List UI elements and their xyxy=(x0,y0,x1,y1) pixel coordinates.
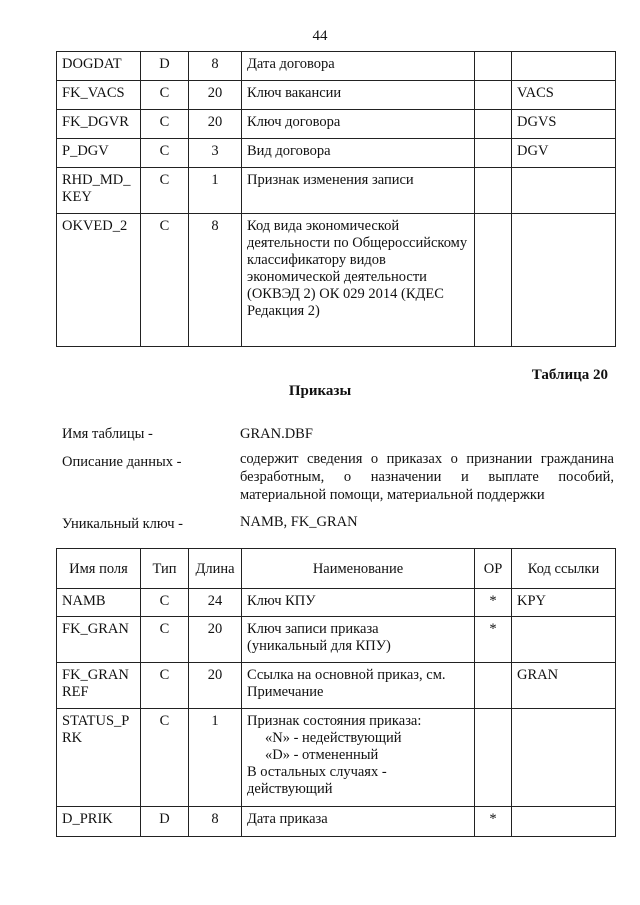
field-name: DOGDAT xyxy=(57,52,141,81)
field-type: D xyxy=(141,807,189,837)
field-ref: VACS xyxy=(512,81,616,110)
header-field: Имя поля xyxy=(57,549,141,589)
field-description: Дата приказа xyxy=(242,807,475,837)
table-row xyxy=(57,52,616,81)
field-type: C xyxy=(141,214,189,347)
table-row xyxy=(57,110,616,139)
field-description: Вид договора xyxy=(242,139,475,168)
table-row xyxy=(57,807,616,837)
field-op xyxy=(475,139,512,168)
field-name: FK_VACS xyxy=(57,81,141,110)
field-ref: DGVS xyxy=(512,110,616,139)
table-row xyxy=(57,139,616,168)
table-row xyxy=(57,214,616,347)
field-type: C xyxy=(141,617,189,663)
field-ref xyxy=(512,807,616,837)
field-type: C xyxy=(141,110,189,139)
field-ref: DGV xyxy=(512,139,616,168)
field-name: RHD_MD_ KEY xyxy=(57,168,141,214)
field-description: Ключ вакансии xyxy=(242,81,475,110)
field-length: 24 xyxy=(189,589,242,617)
field-description: Ключ КПУ xyxy=(242,589,475,617)
description-value: содержит сведения о приказах о признании гражданина безработным, о назначении и выплате пособий, материальной помощи, материальной поддержки xyxy=(240,451,614,503)
field-description xyxy=(242,709,475,807)
field-ref xyxy=(512,617,616,663)
page-number: 44 xyxy=(312,28,328,44)
table-number: Таблица 20 xyxy=(531,367,608,383)
field-name: NAMB xyxy=(57,589,141,617)
field-length: 8 xyxy=(189,214,242,347)
field-name: FK_DGVR xyxy=(57,110,141,139)
field-length: 8 xyxy=(189,807,242,837)
field-ref: GRAN xyxy=(512,663,616,709)
field-name: STATUS_P RK xyxy=(57,709,141,807)
description-line: Признак состояния приказа: xyxy=(247,713,422,729)
field-op xyxy=(475,663,512,709)
header-name: Наименование xyxy=(242,549,475,589)
field-type: C xyxy=(141,663,189,709)
field-ref: KPY xyxy=(512,589,616,617)
field-length: 1 xyxy=(189,168,242,214)
description-line: (уникальный для КПУ) xyxy=(247,638,391,654)
field-name: FK_GRAN REF xyxy=(57,663,141,709)
field-type: C xyxy=(141,168,189,214)
field-description xyxy=(242,617,475,663)
table-name-value: GRAN.DBF xyxy=(240,426,313,442)
field-op: * xyxy=(475,617,512,663)
field-op xyxy=(475,709,512,807)
table-title: Приказы xyxy=(288,383,352,399)
field-op xyxy=(475,168,512,214)
fields-table-continued xyxy=(56,51,616,347)
field-length: 1 xyxy=(189,709,242,807)
table-row xyxy=(57,81,616,110)
unique-key-label: Уникальный ключ - xyxy=(62,516,183,532)
table-header-row xyxy=(57,549,616,589)
field-op xyxy=(475,214,512,347)
table-row xyxy=(57,168,616,214)
description-line: «N» - недействующий xyxy=(265,730,402,746)
table-row xyxy=(57,589,616,617)
field-length: 20 xyxy=(189,110,242,139)
description-line: «D» - отмененный xyxy=(265,747,379,763)
field-op xyxy=(475,81,512,110)
field-type: D xyxy=(141,52,189,81)
table-name-label: Имя таблицы - xyxy=(62,426,153,442)
field-name: D_PRIK xyxy=(57,807,141,837)
description-label: Описание данных - xyxy=(62,454,182,470)
field-description: Ссылка на основной приказ, см. Примечание xyxy=(242,663,475,709)
field-description: Дата договора xyxy=(242,52,475,81)
header-length: Длина xyxy=(189,549,242,589)
field-op xyxy=(475,52,512,81)
field-length: 20 xyxy=(189,663,242,709)
field-description: Ключ договора xyxy=(242,110,475,139)
field-length: 20 xyxy=(189,81,242,110)
field-length: 20 xyxy=(189,617,242,663)
description-line: Ключ записи приказа xyxy=(247,621,379,637)
field-description: Признак изменения записи xyxy=(242,168,475,214)
field-length: 8 xyxy=(189,52,242,81)
field-description: Код вида экономической деятельности по Общероссийскому классификатору видов экономической деятельности (ОКВЭД 2) ОК 029 2014 (КДЕС Редакция 2) xyxy=(242,214,475,347)
field-name: OKVED_2 xyxy=(57,214,141,347)
table-row xyxy=(57,663,616,709)
header-op: ОР xyxy=(475,549,512,589)
field-op xyxy=(475,110,512,139)
field-type: C xyxy=(141,139,189,168)
field-ref xyxy=(512,709,616,807)
field-type: C xyxy=(141,81,189,110)
description-line: В остальных случаях - действующий xyxy=(247,764,387,797)
field-type: C xyxy=(141,709,189,807)
table-row xyxy=(57,709,616,807)
field-name: P_DGV xyxy=(57,139,141,168)
header-ref: Код ссылки xyxy=(512,549,616,589)
field-ref xyxy=(512,214,616,347)
table-row xyxy=(57,617,616,663)
orders-fields-table xyxy=(56,548,616,837)
field-type: C xyxy=(141,589,189,617)
header-type: Тип xyxy=(141,549,189,589)
field-ref xyxy=(512,52,616,81)
unique-key-value: NAMB, FK_GRAN xyxy=(240,514,358,530)
field-ref xyxy=(512,168,616,214)
field-name: FK_GRAN xyxy=(57,617,141,663)
field-op: * xyxy=(475,807,512,837)
field-op: * xyxy=(475,589,512,617)
field-length: 3 xyxy=(189,139,242,168)
